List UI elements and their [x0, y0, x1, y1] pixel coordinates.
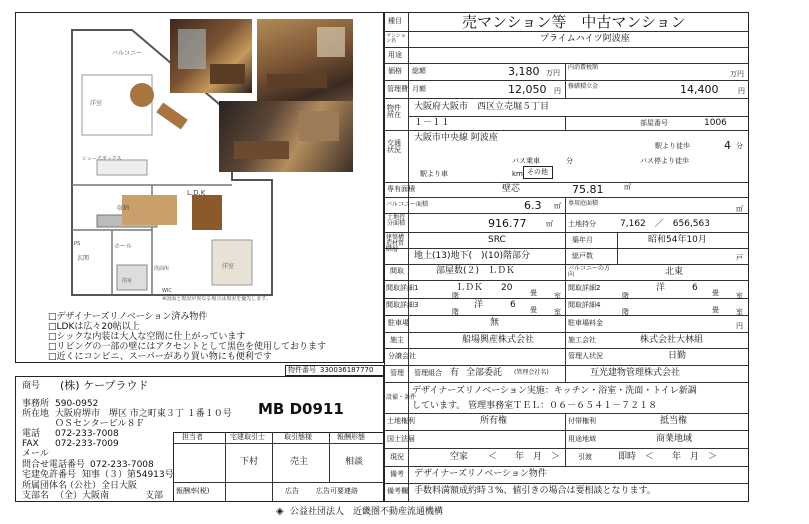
assoc-value: （公社）全日大阪	[65, 481, 138, 491]
plan-label-entrance: 玄関	[77, 255, 90, 262]
inquiry: 072-233-7008	[90, 460, 154, 470]
balcony-label: バルコニー面積	[386, 201, 429, 208]
madori4-floor: 階	[622, 308, 629, 316]
madori1-room: 室	[554, 292, 561, 300]
mgmt-sub: 月額	[412, 85, 426, 93]
plan-label-balcony: バルコニー	[112, 50, 143, 57]
address-2: ＯＳセンタービル８Ｆ	[55, 419, 145, 429]
seller-status-label: 管理人状況	[568, 352, 603, 360]
madori1-unit: 畳	[530, 289, 537, 297]
land-right-label: 土地権利	[387, 417, 415, 425]
km-unit: km	[512, 170, 523, 178]
equipment-value-1: デザイナーズリノベーション実施：キッチン・浴室・洗面・トイレ新調	[412, 386, 697, 396]
madori2-label: 間取詳細2	[568, 284, 601, 292]
law-label: 国土法届	[387, 435, 415, 443]
equipment-label: 設備・条件	[386, 394, 417, 401]
staff-value-3: 相談	[345, 457, 364, 467]
address-1: 大阪府堺市 堺区 市之町東３丁 １番１０号	[55, 409, 232, 419]
madori2-floor: 階	[622, 292, 629, 300]
mgmt-assoc: 管理組合	[414, 369, 442, 377]
fax: 072-233-7009	[55, 439, 119, 449]
mgmt-assoc-value: 有	[450, 368, 460, 378]
room-label: 部屋番号	[640, 119, 668, 127]
land-share2-value: 7,162 ／ 656,563	[620, 219, 710, 229]
mail-label: メール	[22, 449, 49, 459]
plan-label-shoes: シューズボックス	[82, 156, 122, 162]
status-value: 空家	[450, 452, 469, 462]
madori1-label: 間取詳細1	[386, 284, 419, 292]
bus-min: 分	[566, 157, 573, 165]
layout-value: 部屋数(２) ＬＤＫ	[436, 266, 516, 276]
handover-label: 引渡	[578, 453, 592, 461]
photo-living	[170, 19, 252, 93]
dining-table	[130, 83, 154, 107]
desk	[156, 102, 187, 129]
area-label: 専有面積	[387, 185, 415, 193]
repair-unit: 円	[738, 87, 745, 95]
status-label: 現況	[390, 453, 404, 461]
madori4-label: 間取詳細4	[568, 301, 601, 309]
garden-label: 専用庭面積	[568, 200, 599, 207]
staff-header-2: 取引態様	[284, 433, 312, 441]
structure-label: 建築構造材質階層	[386, 234, 405, 253]
tenancy-label: 付帯権利	[568, 417, 596, 425]
parking-label: 駐車場	[388, 319, 409, 327]
madori3-label: 間取詳細3	[386, 301, 419, 309]
madori3-unit: 畳	[530, 306, 537, 314]
plan-label-ldk: L.D.K	[187, 189, 206, 197]
builder-label: 施主	[390, 336, 404, 344]
mb-code: MB D0911	[258, 400, 344, 418]
handover-value: 即時 ＜ 年 月 ＞	[618, 452, 718, 462]
tax-unit: 万円	[730, 70, 744, 78]
note-2: □LDKは広々20帖以上	[48, 322, 140, 332]
constructor-value: 株式会社大林組	[640, 335, 704, 345]
location-value: 大阪府大阪市 西区立売堀５丁目	[414, 102, 550, 112]
price-label: 価格	[388, 67, 402, 75]
fax-label: FAX	[22, 439, 39, 449]
parking-value: 無	[490, 318, 500, 328]
office-label: 事務所	[22, 399, 50, 409]
seller-status-value: 日勤	[668, 351, 687, 361]
category-label: 種目	[388, 17, 402, 25]
units-unit: 戸	[736, 254, 743, 262]
rug	[122, 195, 177, 225]
fee-label: 報酬率(税)	[176, 487, 210, 495]
madori3-floor: 階	[452, 308, 459, 316]
zoning-label: 用途地域	[568, 435, 596, 443]
built-value: 昭和54年10月	[648, 235, 707, 245]
station-car: 駅より車	[420, 170, 448, 178]
land-share-label: 土地持分面積	[387, 214, 406, 227]
madori4-room: 室	[736, 308, 743, 316]
plan-label-storage: 収納	[117, 205, 130, 212]
constructor-label: 施工会社	[568, 336, 596, 344]
tenancy-value: 抵当権	[660, 416, 688, 426]
office-value: 590-0952	[55, 399, 99, 409]
balcony-unit: ㎡	[554, 202, 561, 210]
sofa	[192, 195, 222, 230]
plan-label-bath: 浴室	[122, 278, 133, 284]
built-label: 築年月	[572, 236, 593, 244]
license-label: 宅建免許番号	[22, 470, 77, 480]
mgmt-company: 互光建物管理株式会社	[590, 368, 681, 378]
branch-label: 支部名	[22, 491, 50, 501]
tax-label: 内消費税額	[568, 64, 599, 71]
seller-label: 分譲会社	[388, 352, 416, 360]
property-no-label: 物件番号	[288, 366, 316, 374]
repair-value: 14,400	[680, 83, 719, 96]
assoc-label: 所属団体名	[22, 481, 68, 491]
plan-label-ps: PS	[74, 241, 81, 247]
structure-value: SRC	[488, 235, 506, 245]
area-value: 75.81	[572, 183, 604, 196]
madori4-unit: 畳	[712, 306, 719, 314]
note-1: □デザイナーズリノベーション済み物件	[48, 312, 208, 322]
plan-label-western1: 洋室	[90, 100, 103, 107]
price-sub: 総額	[412, 67, 426, 75]
plan-label-western2: 洋室	[222, 263, 235, 270]
note-4: □リビングの一部の壁にはアクセントとして黒色を使用しております	[48, 342, 327, 352]
tel-label: 電話	[22, 429, 41, 439]
parking-fee-unit: 円	[736, 322, 743, 330]
plan-label-hall: ホール	[114, 243, 132, 250]
balcony-value: 6.3	[524, 199, 542, 212]
madori1-floor: 階	[452, 292, 459, 300]
bus-ride: バス乗車	[512, 157, 540, 165]
price-unit: 万円	[546, 69, 560, 77]
trade-label: 商号	[22, 381, 41, 391]
plan-caption: ※図面と現況が異なる場合は現況を優先します。	[162, 296, 271, 302]
inquiry-label: 問合せ電話番号	[22, 460, 86, 470]
mgmt-value: 12,050	[508, 83, 547, 96]
status-date: ＜ 年 月 ＞	[488, 452, 561, 462]
staff-value-1: 下村	[240, 457, 259, 467]
remarks-value: デザイナーズリノベーション物件	[414, 469, 547, 479]
transport-label: 交通状況	[387, 139, 401, 154]
room-value: 1006	[704, 118, 727, 128]
floors-value: 地上(13)地下( )(10)階部分	[414, 251, 530, 261]
plan-label-washroom: 洗面所	[154, 266, 170, 272]
transport-line: 大阪市中央線 阿波座	[414, 133, 498, 143]
repair-label: 修繕積立金	[568, 83, 599, 90]
remarks-label: 備考	[390, 470, 404, 478]
madori1-value: ＬＤＫ 20	[456, 283, 513, 293]
management-label: 管理	[390, 369, 404, 377]
staff-header-1: 宅建取引士	[230, 433, 265, 441]
min-unit: 分	[736, 142, 743, 150]
madori2-value: 洋 6	[656, 283, 698, 293]
location-label: 物件所在	[387, 104, 401, 119]
use-label: 用途	[388, 51, 402, 59]
direction-label: バルコニーの方向	[568, 265, 611, 278]
ad-value: 広告可要連絡	[316, 487, 358, 495]
layout-label: 間取	[390, 267, 404, 275]
mgmt-company-label: (管理会社名)	[514, 369, 549, 376]
price-value: 3,180	[508, 65, 540, 78]
property-no: 330036187770	[320, 366, 374, 374]
parking-fee-label: 駐車場料金	[568, 319, 603, 327]
photo-interior	[219, 101, 353, 172]
other-label: その他	[527, 168, 548, 176]
area-unit: ㎡	[624, 183, 631, 191]
plan-label-wic: WIC	[162, 288, 172, 294]
land-share-unit: ㎡	[546, 220, 553, 228]
equipment-value-2: しています。 管理事務室ＴＥＬ：０６－６５４１－７２１８	[412, 401, 658, 411]
footer-logo-icon: ◈	[276, 506, 284, 517]
madori3-room: 室	[554, 308, 561, 316]
station-walk: 駅より徒歩	[655, 142, 690, 150]
note-5: □近くにコンビニ、スーパーがあり買い物にも便利です	[48, 352, 272, 362]
note-3: □シックな内装は大人な空間に仕上がっています	[48, 332, 246, 342]
land-share-value: 916.77	[488, 217, 527, 230]
staff-header-0: 担当者	[182, 433, 203, 441]
mgmt-label: 管理費	[387, 85, 408, 93]
madori3-value: 洋 6	[474, 300, 516, 310]
mansion-name-label: マンション名	[386, 33, 406, 44]
units-label: 総戸数	[572, 252, 593, 260]
remarks2-label: 備考欄	[387, 487, 408, 495]
category-value: 売マンション等 中古マンション	[462, 13, 686, 31]
builder-value: 船場興産株式会社	[462, 335, 535, 345]
mansion-name: プライムハイツ阿波座	[540, 34, 630, 44]
license: 知事（３）第54913号	[82, 470, 174, 480]
tel: 072-233-7008	[55, 429, 119, 439]
mgmt-form: 全部委託	[466, 368, 503, 378]
area-method: 壁芯	[502, 184, 521, 194]
branch-value: （全）大阪南 支部	[55, 491, 164, 501]
garden-unit: ㎡	[736, 205, 743, 213]
footer-text: 公益社団法人 近畿圏不動産流通機構	[290, 507, 444, 517]
mgmt-unit: 円	[554, 87, 561, 95]
address-label: 所在地	[22, 409, 50, 419]
madori2-unit: 畳	[712, 289, 719, 297]
remarks2-value: 手数料満額成約時３%、値引きの場合は要相談となります。	[414, 486, 656, 496]
walk-min: 4	[724, 139, 731, 152]
ad-label: 広告	[285, 487, 299, 495]
lot-value: １－１１	[414, 118, 451, 128]
bus-walk: バス停より徒歩	[640, 157, 689, 165]
closet	[97, 160, 147, 175]
madori2-room: 室	[736, 292, 743, 300]
staff-value-2: 売主	[290, 457, 309, 467]
zoning-value: 商業地域	[656, 434, 693, 444]
staff-header-3: 報酬形態	[337, 433, 365, 441]
trade-name: (株) ケープラウド	[60, 379, 149, 392]
land-right-value: 所有権	[480, 416, 508, 426]
land-share2-label: 土地持分	[568, 220, 596, 228]
direction-value: 北東	[665, 267, 684, 277]
